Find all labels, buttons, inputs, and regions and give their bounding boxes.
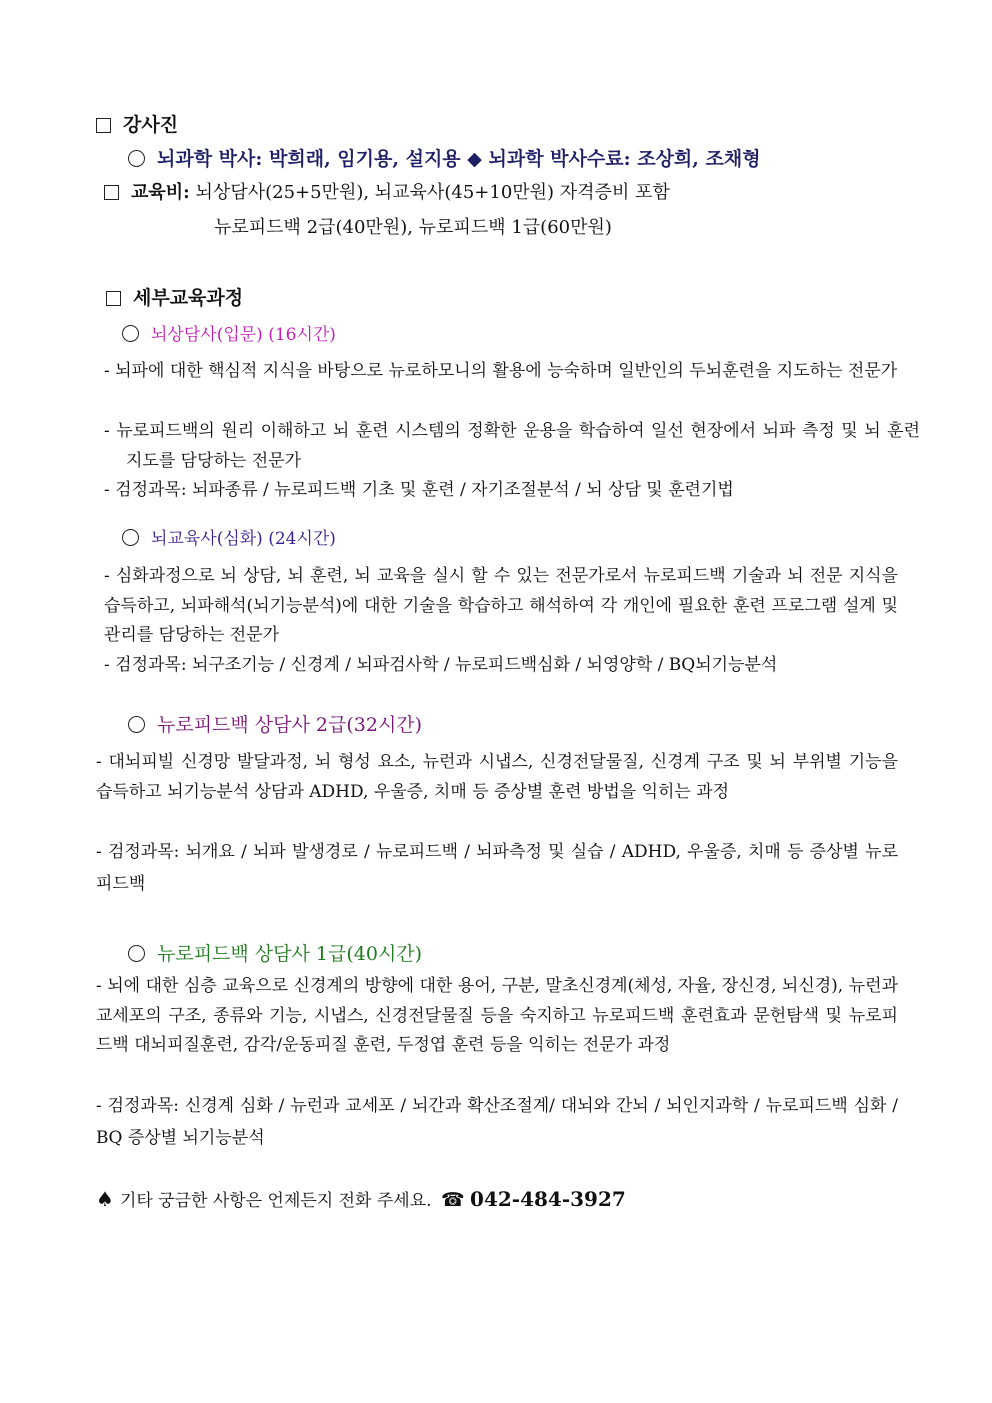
curriculum-heading: 세부교육과정 [106,283,243,310]
checkbox-square-icon [106,291,121,306]
checkbox-square-icon [104,185,119,200]
fee-line-2: 뉴로피드백 2급(40만원), 뉴로피드백 1급(60만원) [214,217,612,238]
footer-contact [96,1186,626,1211]
circle-bullet-icon [128,716,145,733]
circle-bullet-icon [122,325,139,342]
course-1-desc-2: - 뉴로피드백의 원리 이해하고 뇌 훈련 시스템의 정확한 운용을 학습하여 일선 현장에서 뇌파 측정 및 뇌 훈련 지도를 담당하는 전문가 [104,421,920,471]
checkbox-square-icon [96,118,111,133]
course-title-3: 뉴로피드백 상담사 2급(32시간) [128,710,422,737]
footer-text: 기타 궁금한 사항은 언제든지 전화 주세요. [119,1191,432,1211]
course-4-exam: - 검정과목: 신경계 심화 / 뉴런과 교세포 / 뇌간과 확산조절계/ 대뇌와 간뇌 / 뇌인지과학 / 뉴로피드백 심화 / BQ 증상별 뇌기능분석 [96,1096,898,1148]
fee-label: 교육비: [131,182,190,203]
course-2-exam: - 검정과목: 뇌구조기능 / 신경계 / 뇌파검사학 / 뉴로피드백심화 / 뇌영양학 / BQ뇌기능분석 [104,655,778,675]
fee-text-1: 뇌상담사(25+5만원), 뇌교육사(45+10만원) 자격증비 포함 [195,182,670,203]
course-3-desc-1: - 대뇌피빌 신경망 발달과정, 뇌 형성 요소, 뉴런과 시냅스, 신경전달물질, 신경계 구조 및 뇌 부위별 기능을 습득하고 뇌기능분석 상담과 ADHD, 우울증, 치매 등 증상별 훈련 방법을 익히는 과정 [96,752,898,802]
phone-number[interactable]: 042-484-3927 [470,1187,626,1211]
course-2-desc-1: - 심화과정으로 뇌 상담, 뇌 훈련, 뇌 교육을 실시 할 수 있는 전문가로서 뉴로피드백 기술과 뇌 전문 지식을 습득하고, 뇌파해석(뇌기능분석)에 대한 기술을 학습하고 해석하여 각 개인에 필요한 훈련 프로그램 설계 및 관리를 담당하는 전문가 [104,566,898,645]
circle-bullet-icon [122,529,139,546]
course-title-1: 뇌상담사(입문) (16시간) [122,321,336,350]
instructors-heading: 강사진 [96,110,178,137]
course-4-desc-1: - 뇌에 대한 심층 교육으로 신경계의 방향에 대한 용어, 구분, 말초신경계(체성, 자율, 장신경, 뇌신경), 뉴런과 교세포의 구조, 종류와 기능, 시냅스, 신경전달물질 등을 숙지하고 뉴로피드백 훈련효과 문헌탐색 및 뉴로피드백 대뇌피질훈련, 감각/운동피질 훈련, 두정엽 훈련 등을 익히는 전문가 과정 [96,976,898,1055]
spade-icon: ♠ [96,1187,114,1211]
phone-icon: ☎ [440,1189,465,1211]
circle-bullet-icon [128,150,145,167]
course-title-2: 뇌교육사(심화) (24시간) [122,525,336,554]
course-1-exam: - 검정과목: 뇌파종류 / 뉴로피드백 기초 및 훈련 / 자기조절분석 / 뇌 상담 및 훈련기법 [104,480,734,500]
course-3-exam: - 검정과목: 뇌개요 / 뇌파 발생경로 / 뉴로피드백 / 뇌파측정 및 실습 / ADHD, 우울증, 치매 등 증상별 뉴로피드백 [96,842,898,894]
course-1-desc-1: - 뇌파에 대한 핵심적 지식을 바탕으로 뉴로하모니의 활용에 능숙하며 일반인의 두뇌훈련을 지도하는 전문가 [104,361,898,381]
instructors-line: 뇌과학 박사: 박희래, 임기용, 설지용 ◆ 뇌과학 박사수료: 조상희, 조채형 [128,144,761,171]
fee-line-1 [104,178,670,204]
course-title-4: 뉴로피드백 상담사 1급(40시간) [128,939,422,966]
circle-bullet-icon [128,945,145,962]
